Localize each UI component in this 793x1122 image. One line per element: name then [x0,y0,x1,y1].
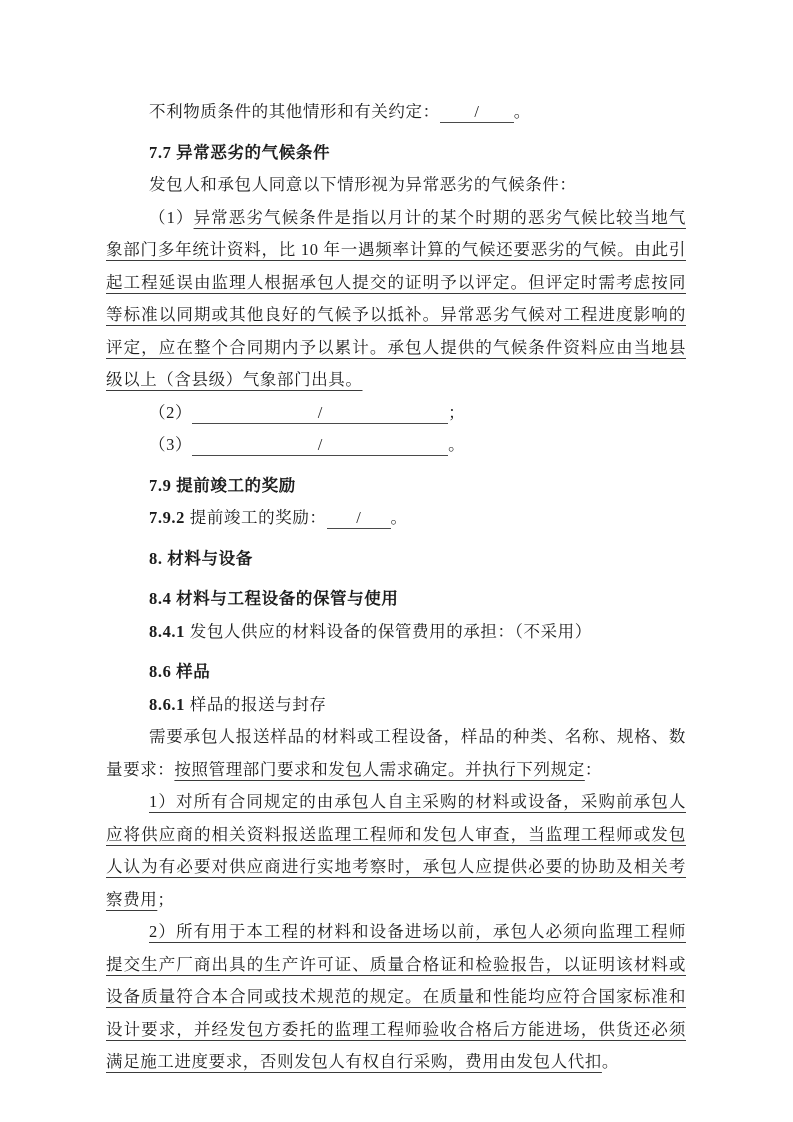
underlined-text: 按照管理部门要求和发包人需求确定。并执行下列规定 [174,759,585,779]
text-run: 8.6 样品 [149,662,211,681]
text-run: （1） [149,207,194,227]
text-run: 。 [601,1052,620,1071]
section-heading [106,583,686,616]
paragraph [106,689,686,722]
paragraph [106,786,686,916]
paragraph [106,202,686,397]
fill-in-blank: / [327,507,391,529]
underlined-text: 2）所有用于本工程的材料和设备进场以前，承包人必须向监理工程师提交生产厂商出具的生产许可证、质量合格证和检验报告，以证明该材料或设备质量符合本合同或技术规范的规定。在质量和性能均应符合国家标准和设计要求，并经发包方委托的监理工程师验收合格后方能进场，供货还必须满足施工进度要求，否则发包人有权自行采购，费用由发包人代扣 [106,922,686,1071]
text-run: 8.4.1 [149,621,185,641]
section-heading [106,470,686,503]
text-run: 提前竣工的奖励： [185,508,327,527]
text-run: 8.4 材料与工程设备的保管与使用 [149,589,399,608]
text-run: 8. 材料与设备 [149,548,253,568]
section-heading [106,543,686,576]
text-run: 。 [390,508,408,527]
paragraph [106,96,686,129]
text-run: 样品的报送与封存 [185,694,327,714]
section-heading [106,656,686,689]
paragraph [106,721,686,786]
text-run: 7.7 异常恶劣的气候条件 [149,142,331,162]
text-run: ： [584,759,602,779]
paragraph [106,502,686,535]
text-run: 需要承包人报送样品的材料或工程设备，样品的种类、名称、规格、数量要求： [106,727,686,779]
text-run: （3） [149,435,193,454]
underlined-text: 1）对所有合同规定的由承包人自主采购的材料或设备，采购前承包人应将供应商的相关资料报送监理工程师和发包人审查，当监理工程师或发包人认为有必要对供应商进行实地考察时，承包人应提供必要的协助及相关考察费用 [106,792,686,909]
fill-in-blank: / [192,434,448,456]
text-run: 发包人和承包人同意以下情形视为异常恶劣的气候条件： [149,175,577,194]
text-run: ； [157,889,175,909]
text-run: 不利物质条件的其他情形和有关约定： [149,102,440,121]
section-heading [106,137,686,170]
paragraph [106,916,686,1079]
paragraph [106,616,686,649]
text-run: 。 [513,102,531,121]
paragraph [106,169,686,202]
text-run: 8.6.1 [149,694,185,714]
fill-in-blank: / [440,101,514,123]
text-run: 7.9.2 [149,508,185,527]
text-run: 7.9 提前竣工的奖励 [149,475,296,495]
text-run: 。 [448,435,466,454]
text-run: 发包人供应的材料设备的保管费用的承担：（不采用） [185,621,592,641]
text-run: ； [448,402,466,422]
paragraph [106,429,686,462]
text-run: （2） [149,402,193,422]
fill-in-blank: / [192,402,448,424]
paragraph [106,397,686,430]
underlined-text: 异常恶劣气候条件是指以月计的某个时期的恶劣气候比较当地气象部门多年统计资料，比 10 年一遇频率计算的气候还要恶劣的气候。由此引起工程延误由监理人根据承包人提交的证明予以评定。但评定时需考虑按同等标准以同期或其他良好的气候予以抵补。异常恶劣气候对工程进度影响的评定，应在整个合同期内予以累计。承包人提供的气候条件资料应由当地县级以上（含县级）气象部门出具。 [106,207,686,389]
